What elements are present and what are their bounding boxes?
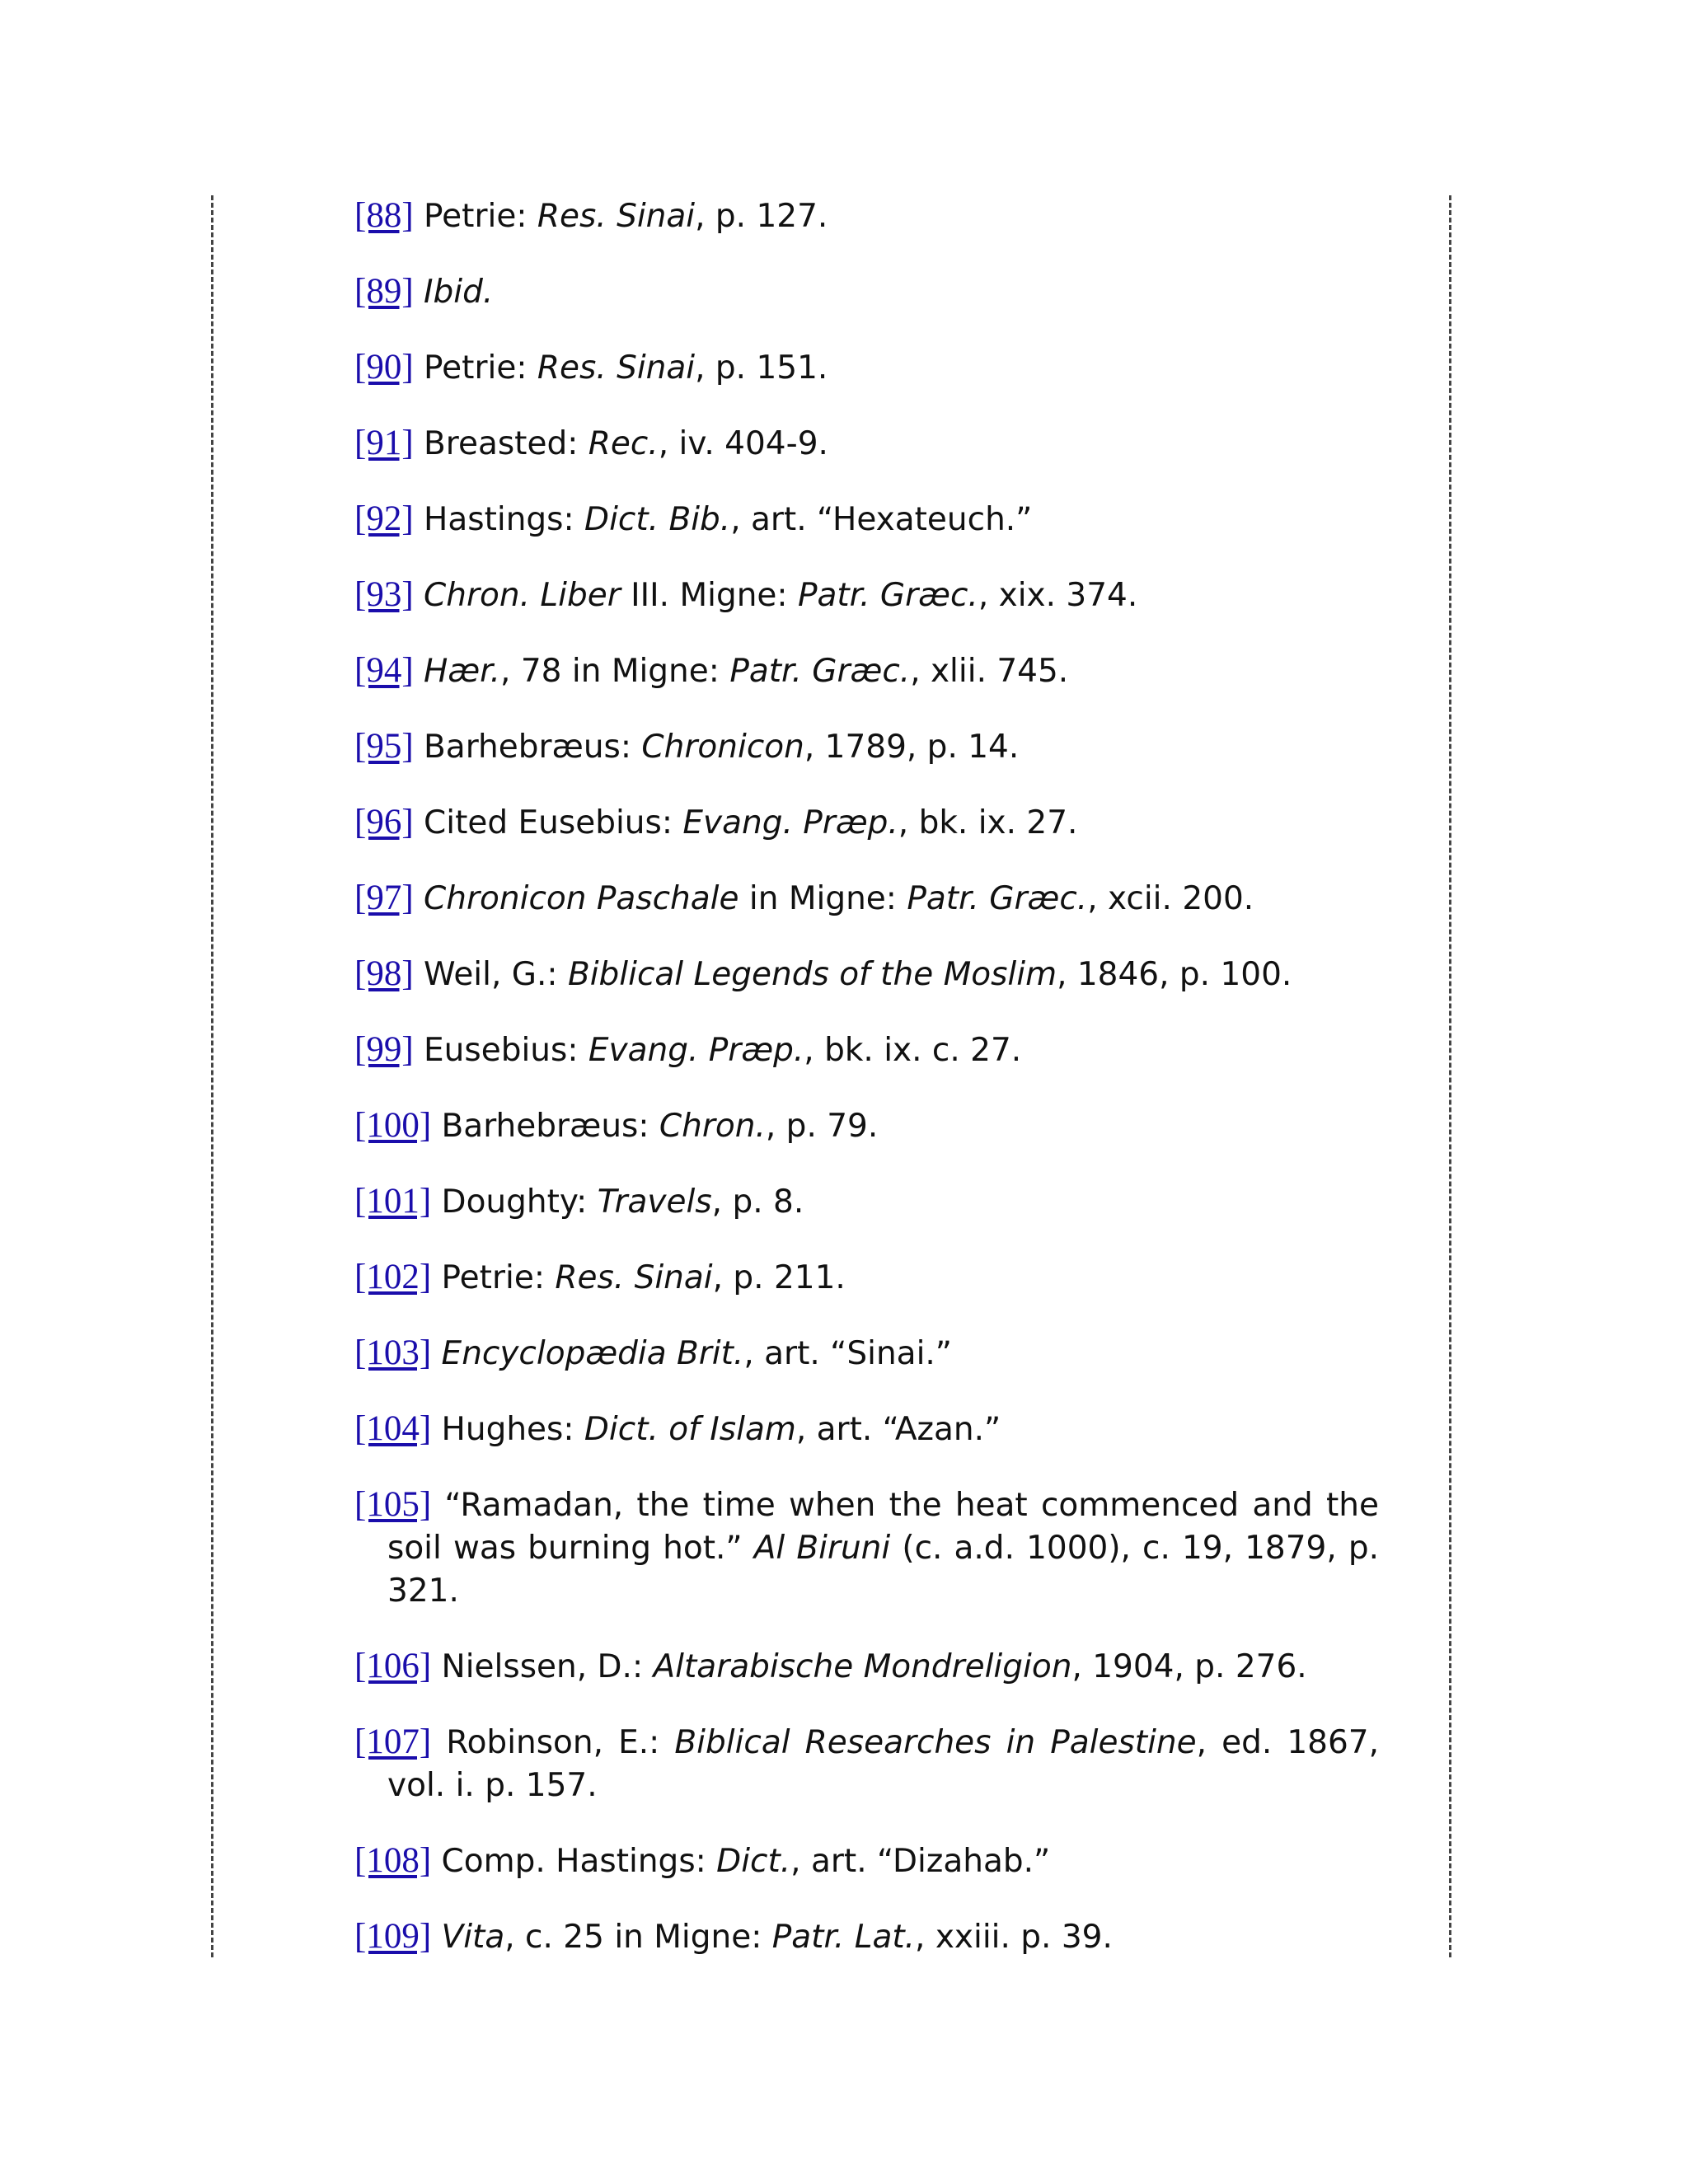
footnote-text: , ed. 1867, vol. i. p. 157. [387, 1724, 1379, 1804]
footnote-item [354, 1180, 1379, 1224]
footnote-text: Hughes: [431, 1411, 584, 1448]
footnote-text: , p. 151. [695, 349, 828, 387]
footnote-text: , c. 25 in Migne: [504, 1919, 772, 1956]
footnote-ref-link[interactable]: [103] [354, 1333, 432, 1372]
footnote-ref-link[interactable]: [89] [354, 272, 414, 311]
footnote-ref-link[interactable]: [94] [354, 651, 414, 690]
footnote-item [354, 1104, 1379, 1148]
footnote-text: , xlii. 745. [910, 653, 1069, 690]
footnote-item [354, 1483, 1379, 1613]
footnote-text: Weil, G.: [413, 956, 568, 993]
footnote-text: , xix. 374. [978, 577, 1138, 614]
footnote-item [354, 422, 1379, 466]
footnote-item [354, 1915, 1379, 1959]
footnote-item [354, 1256, 1379, 1300]
footnote-item [354, 194, 1379, 238]
footnote-text: (c. a.d. 1000), c. 19, 1879, p. 321. [387, 1530, 1380, 1610]
footnote-italic-text: Res. Sinai [537, 349, 696, 387]
footnote-text: , 1904, p. 276. [1071, 1648, 1307, 1685]
footnote-italic-text: Dict. [716, 1843, 791, 1880]
footnote-text [414, 577, 424, 614]
footnote-italic-text: Patr. Lat. [771, 1919, 916, 1956]
footnote-item [354, 801, 1379, 845]
footnote-ref-link[interactable]: [104] [354, 1409, 432, 1448]
footnote-text [414, 274, 424, 311]
footnote-text: , p. 79. [765, 1108, 879, 1145]
footnote-item [354, 953, 1379, 996]
footnote-ref-link[interactable]: [92] [354, 499, 414, 538]
footnote-italic-text: Altarabische Mondreligion [653, 1648, 1072, 1685]
footnote-italic-text: Evang. Præp. [682, 804, 898, 841]
footnote-text: Eusebius: [413, 1032, 588, 1069]
footnote-italic-text: Vita [441, 1919, 505, 1956]
footnote-text: , 1846, p. 100. [1057, 956, 1292, 993]
footnote-text: , art. “Azan.” [795, 1411, 1001, 1448]
footnote-text: , iv. 404-9. [658, 425, 828, 462]
footnote-item [354, 1332, 1379, 1376]
footnote-ref-link[interactable]: [93] [354, 575, 414, 614]
footnote-italic-text: Chron. [659, 1108, 766, 1145]
footnote-text: , 78 in Migne: [500, 653, 730, 690]
footnote-italic-text: Res. Sinai [555, 1259, 713, 1296]
footnote-text: , p. 8. [711, 1183, 804, 1221]
footnote-italic-text: Chronicon [641, 729, 804, 766]
footnote-text: , xcii. 200. [1087, 880, 1254, 917]
footnote-ref-link[interactable]: [97] [354, 879, 414, 917]
footnote-italic-text: Hær. [424, 653, 501, 690]
footnote-text: Hastings: [413, 501, 585, 538]
footnote-item [354, 346, 1379, 390]
footnote-text [431, 1919, 441, 1956]
footnote-text: , p. 127. [695, 198, 828, 235]
footnote-text: Petrie: [413, 349, 537, 387]
footnote-text: , art. “Sinai.” [743, 1335, 953, 1372]
footnote-text: , art. “Hexateuch.” [730, 501, 1033, 538]
footnote-ref-link[interactable]: [100] [354, 1106, 432, 1145]
footnote-text: , bk. ix. c. 27. [804, 1032, 1022, 1069]
footnote-ref-link[interactable]: [91] [354, 424, 414, 462]
footnote-italic-text: Dict. Bib. [584, 501, 731, 538]
footnote-text [414, 880, 424, 917]
footnote-text: , p. 211. [712, 1259, 846, 1296]
footnote-text: Barhebræus: [413, 729, 642, 766]
footnote-text: Cited Eusebius: [413, 804, 683, 841]
footnote-text: , bk. ix. 27. [898, 804, 1078, 841]
footnote-text: Petrie: [413, 198, 537, 235]
footnote-ref-link[interactable]: [95] [354, 727, 414, 766]
footnote-italic-text: Biblical Researches in Palestine [674, 1724, 1197, 1761]
footnote-item [354, 1840, 1379, 1883]
footnote-text: Barhebræus: [431, 1108, 659, 1145]
footnote-item [354, 1408, 1379, 1451]
footnote-item [354, 498, 1379, 541]
footnote-ref-link[interactable]: [107] [354, 1722, 432, 1761]
footnote-item [354, 877, 1379, 921]
footnote-italic-text: Patr. Græc. [797, 577, 978, 614]
footnote-item [354, 725, 1379, 769]
footnote-text: , xxiii. p. 39. [915, 1919, 1113, 1956]
footnote-ref-link[interactable]: [96] [354, 803, 414, 841]
footnote-ref-link[interactable]: [88] [354, 196, 414, 235]
footnote-italic-text: Patr. Græc. [729, 653, 911, 690]
footnote-text: , art. “Dizahab.” [790, 1843, 1051, 1880]
footnote-item [354, 574, 1379, 617]
footnote-italic-text: Evang. Præp. [588, 1032, 804, 1069]
footnote-ref-link[interactable]: [108] [354, 1841, 432, 1880]
footnote-ref-link[interactable]: [106] [354, 1647, 432, 1685]
footnote-italic-text: Rec. [588, 425, 659, 462]
footnote-item [354, 270, 1379, 314]
footnote-italic-text: Chronicon Paschale [424, 880, 739, 917]
footnote-ref-link[interactable]: [90] [354, 348, 414, 387]
footnote-text: , 1789, p. 14. [804, 729, 1020, 766]
footnote-italic-text: Dict. of Islam [584, 1411, 796, 1448]
footnote-text [414, 653, 424, 690]
footnote-list [354, 194, 1379, 1991]
footnote-italic-text: Encyclopædia Brit. [441, 1335, 744, 1372]
footnote-text: Petrie: [431, 1259, 556, 1296]
footnote-text: Breasted: [413, 425, 588, 462]
footnote-ref-link[interactable]: [109] [354, 1917, 432, 1956]
footnote-ref-link[interactable]: [105] [354, 1485, 432, 1524]
footnote-ref-link[interactable]: [99] [354, 1030, 414, 1069]
footnote-text [431, 1335, 441, 1372]
footnote-italic-text: Res. Sinai [537, 198, 696, 235]
footnote-item [354, 1029, 1379, 1072]
footnote-text: Comp. Hastings: [431, 1843, 717, 1880]
footnote-ref-link[interactable]: [102] [354, 1258, 432, 1296]
footnote-italic-text: Biblical Legends of the Moslim [567, 956, 1057, 993]
footnote-text: Robinson, E.: [431, 1724, 675, 1761]
footnote-ref-link[interactable]: [98] [354, 954, 414, 993]
footnote-text: III. Migne: [620, 577, 798, 614]
footnote-italic-text: Al Biruni [753, 1530, 891, 1567]
footnote-item [354, 1645, 1379, 1689]
footnote-italic-text: Chron. Liber [424, 577, 621, 614]
footnote-text: Nielssen, D.: [431, 1648, 654, 1685]
footnote-ref-link[interactable]: [101] [354, 1182, 432, 1221]
footnote-text: Doughty: [431, 1183, 598, 1221]
footnote-italic-text: Travels [597, 1183, 712, 1221]
footnote-italic-text: Patr. Græc. [907, 880, 1088, 917]
footnote-text: in Migne: [738, 880, 907, 917]
footnote-item [354, 1721, 1379, 1807]
footnote-text: “Ramadan, the time when the heat commenced and the soil was burning hot.” [387, 1487, 1379, 1567]
footnote-item [354, 649, 1379, 693]
footnote-italic-text: Ibid. [424, 274, 494, 311]
